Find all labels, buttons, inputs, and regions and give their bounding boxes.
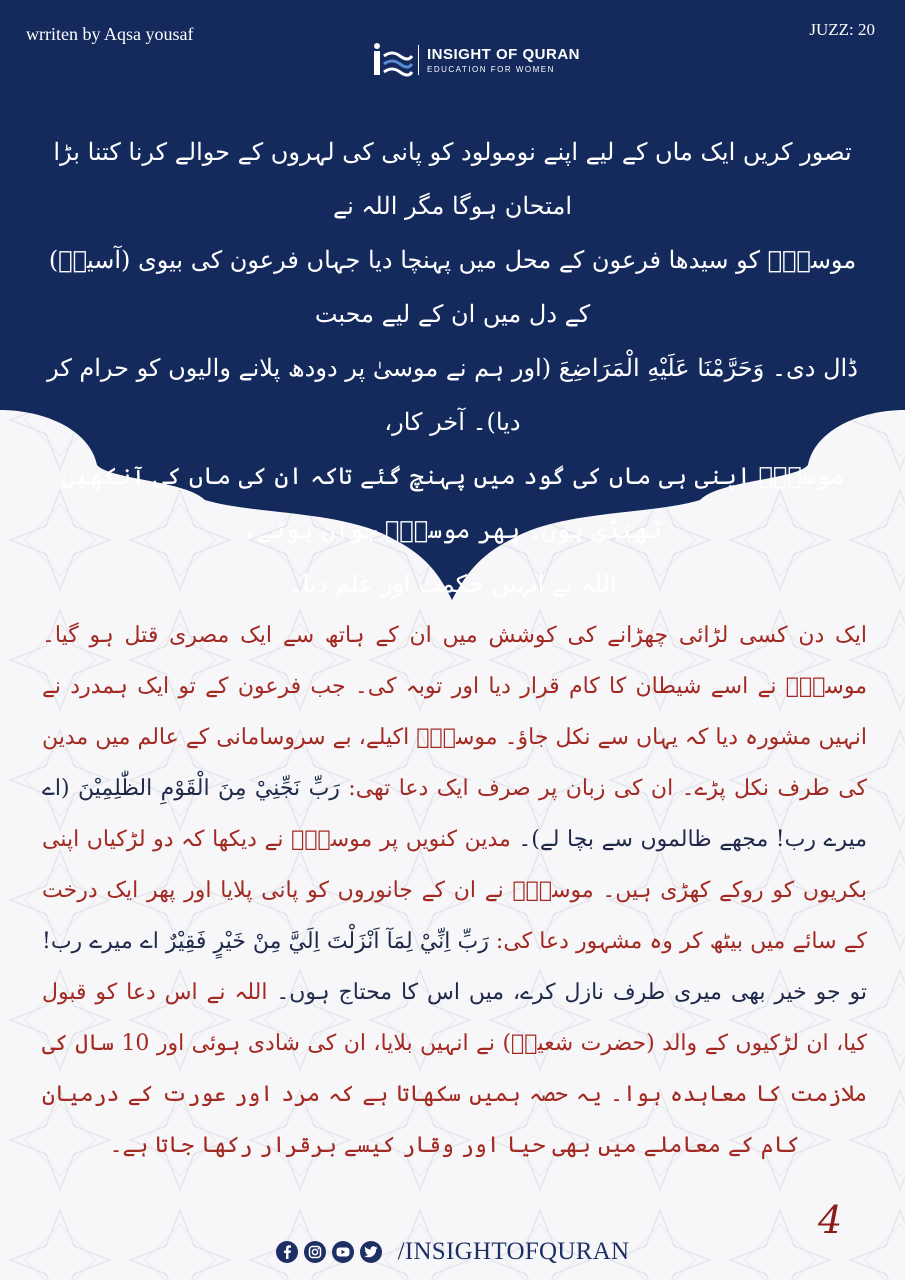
- youtube-icon[interactable]: [332, 1241, 354, 1263]
- bottom-paragraph: [42, 610, 867, 1171]
- top-line: ڈال دی۔ وَحَرَّمْنَا عَلَيْهِ الْمَرَاضِعَ (اور ہم نے موسیٰ پر دودھ پلانے والیوں کو حرام کر دیا)۔ آخر کار،: [47, 354, 858, 436]
- logo: [370, 40, 610, 80]
- logo-mark-icon: [370, 40, 414, 80]
- juzz-label: JUZZ: 20: [809, 20, 875, 39]
- top-line: تصور کریں ایک ماں کے لیے اپنے نومولود کو پانی کی لہروں کے حوالے کرنا کتنا بڑا امتحان ہوگا مگر اللہ نے: [53, 138, 852, 220]
- twitter-icon[interactable]: [360, 1241, 382, 1263]
- logo-subtitle: EDUCATION FOR WOMEN: [427, 65, 555, 74]
- top-paragraph: [40, 125, 865, 611]
- logo-text: [427, 46, 580, 74]
- dua-text: رَبِّ نَجِّنِيْ مِنَ الْقَوْمِ الظّٰلِمِيْنَ (اے میرے رب! مجھے ظالموں سے بچا لے)۔: [42, 776, 867, 852]
- page-number: 4: [818, 1198, 843, 1242]
- dua-text: رَبِّ اِنِّيْ لِمَآ اَنْزَلْتَ اِلَيَّ مِنْ خَيْرٍ فَقِيْرٌ اے میرے رب! تو جو خیر بھی میری طرف نازل کرے، میں اس کا محتاج ہوں۔: [42, 929, 867, 1005]
- social-footer: [0, 1232, 905, 1272]
- logo-divider: [418, 45, 419, 75]
- top-line: اللہ نے انہیں حکمت اور علم دیا۔: [288, 570, 617, 598]
- bottom-paragraph-text: [42, 610, 867, 1171]
- logo-title: INSIGHT OF QURAN: [427, 46, 580, 63]
- top-line: موسیٰؑ اپنی ہی ماں کی گود میں پہنچ گئے تاکہ ان کی ماں کی آنکھیں ٹھنڈی ہوں۔ پھر موسیٰؑ جوان ہوئے،: [61, 462, 844, 544]
- facebook-icon[interactable]: [276, 1241, 298, 1263]
- author-credit: wrriten by Aqsa yousaf: [26, 24, 194, 44]
- story-text: ایک دن کسی لڑائی چھڑانے کی کوشش میں ان کے ہاتھ سے ایک مصری قتل ہو گیا۔ موسیٰؑ نے اسے شیطان کا کام قرار دیا اور توبہ کی۔ جب فرعون کے تو ایک ہمدرد نے انہیں مشورہ دیا کہ یہاں سے نکل جاؤ۔ موسیٰؑ اکیلے، بے سروسامانی کے عالم میں مدین کی طرف نکل پڑے۔ ان کی زبان پر صرف ایک دعا تھی:: [42, 623, 868, 801]
- story-text: اللہ نے اس دعا کو قبول کیا، ان لڑکیوں کے والد (حضرت شعیبؑ) نے انہیں بلایا، ان کی شادی ہوئی اور 10 سال کی ملازمت کا معاہدہ ہوا۔ یہ حصہ ہمیں سکھاتا ہے کہ مرد اور عورت کے درمیان کام کے معاملے میں بھی حیا اور وقار کیسے برقرار رکھا جاتا ہے۔: [42, 980, 867, 1158]
- top-line: موسیٰؑ کو سیدھا فرعون کے محل میں پہنچا دیا جہاں فرعون کی بیوی (آسیہؓ) کے دل میں ان کے لیے محبت: [48, 246, 857, 328]
- social-handle[interactable]: /INSIGHTOFQURAN: [397, 1238, 630, 1265]
- story-text: مدین کنویں پر موسیٰؑ نے دیکھا کہ دو لڑکیاں اپنی بکریوں کو روکے کھڑی ہیں۔ موسیٰؑ نے ان کے جانوروں کو پانی پلایا اور پھر ایک درخت کے سائے میں بیٹھ کر وہ مشہور دعا کی:: [42, 827, 867, 954]
- instagram-icon[interactable]: [304, 1241, 326, 1263]
